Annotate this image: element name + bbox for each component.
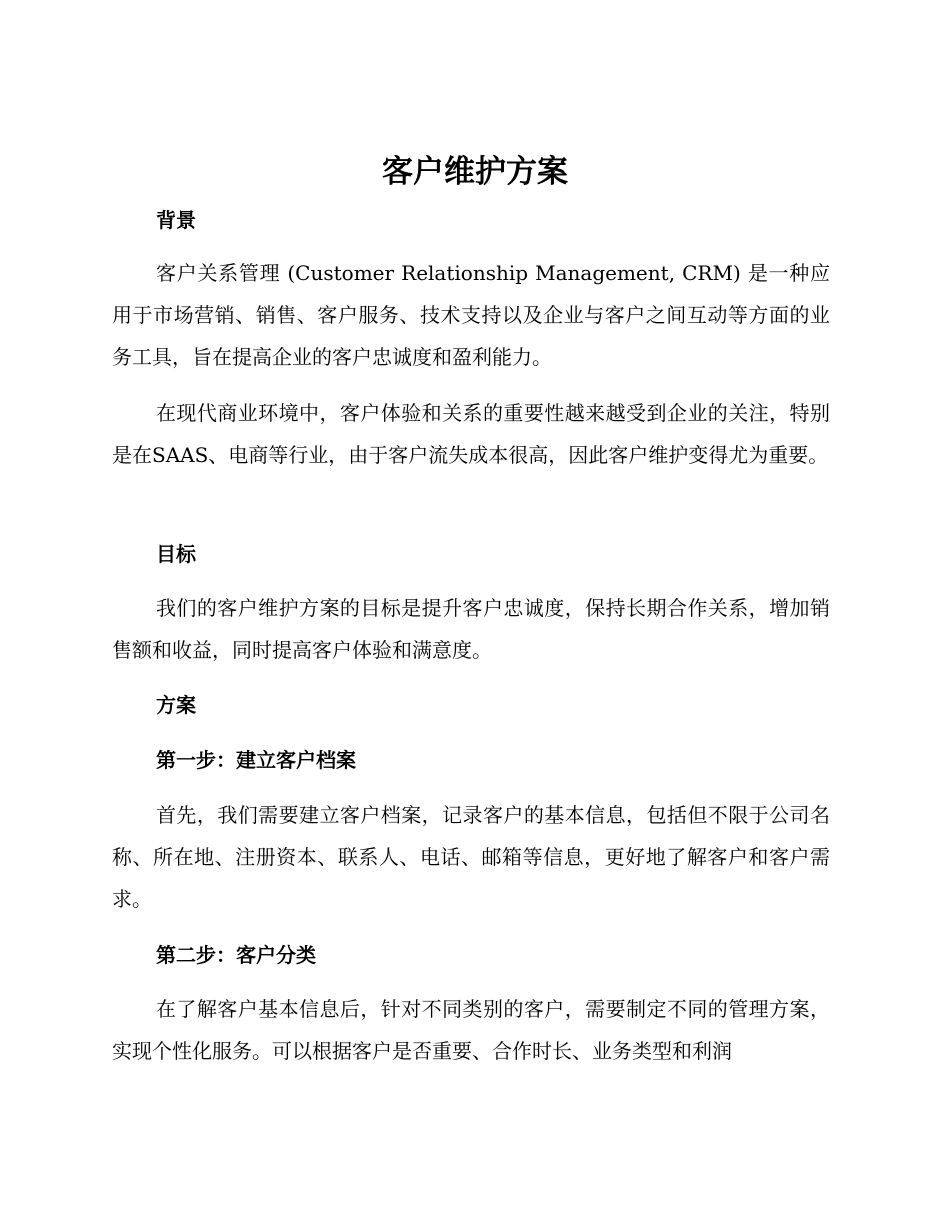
step1-paragraph-1: 首先，我们需要建立客户档案，记录客户的基本信息，包括但不限于公司名称、所在地、注册资本、联系人、电话、邮箱等信息，更好地了解客户和客户需求。 (112, 803, 830, 911)
background-paragraph-2: 在现代商业环境中，客户体验和关系的重要性越来越受到企业的关注，特别是在SAAS、电商等行业，由于客户流失成本很高，因此客户维护变得尤为重要。 (112, 401, 830, 467)
step1-heading: 第一步：建立客户档案 (156, 748, 356, 772)
section-heading-goal: 目标 (156, 542, 196, 566)
goal-paragraph-1: 我们的客户维护方案的目标是提升客户忠诚度，保持长期合作关系，增加销售额和收益，同时提高客户体验和满意度。 (112, 596, 830, 662)
step2-paragraph-1: 在了解客户基本信息后，针对不同类别的客户，需要制定不同的管理方案，实现个性化服务。可以根据客户是否重要、合作时长、业务类型和利润 (112, 997, 830, 1063)
step2-heading: 第二步：客户分类 (156, 943, 316, 967)
document-title: 客户维护方案 (382, 154, 568, 190)
section-heading-plan: 方案 (156, 693, 196, 717)
section-heading-background: 背景 (156, 208, 196, 232)
background-paragraph-1: 客户关系管理 (Customer Relationship Management, CRM) 是一种应用于市场营销、销售、客户服务、技术支持以及企业与客户之间互动等方面的业务工具，旨在提高企业的客户忠诚度和盈利能力。 (112, 261, 830, 369)
